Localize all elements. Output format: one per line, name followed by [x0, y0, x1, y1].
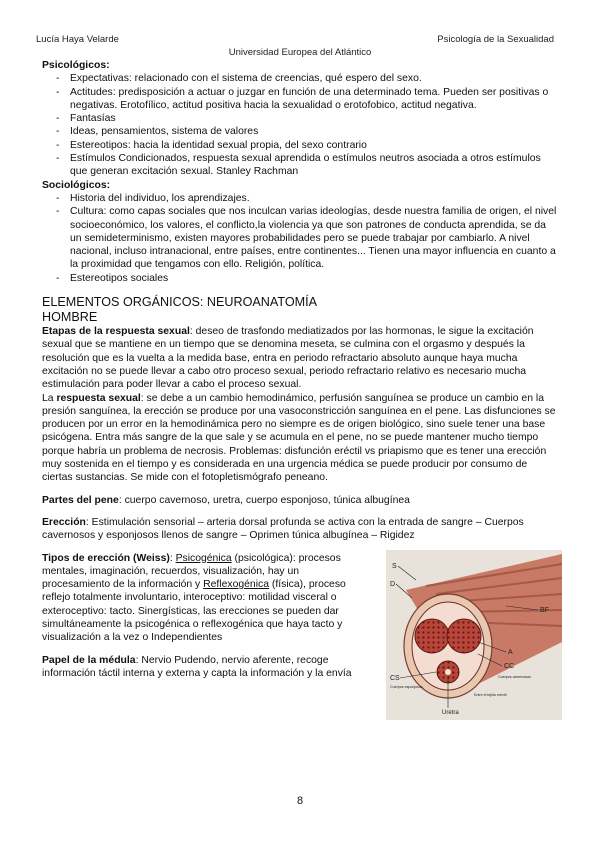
label-a: A	[508, 648, 513, 656]
label-d: D	[390, 580, 396, 588]
list-item: - Fantasías	[50, 112, 558, 125]
list-item: - Historia del individuo, los aprendizajes.	[50, 192, 558, 205]
page-number: 8	[296, 795, 304, 807]
list-item: - Cultura: como capas sociales que nos inculcan varias ideologías, desde nuestra familia de origen, el nivel socioeconómico, los valores, el conflicto,la violencia ya que son patrones de conducta aprendida, se da un semideterminismo, existen mayores probabilidades pero se puede trabajar por cambiarlo. A nivel nacional, incluso intranacional, entre países, entre continentes... Tienen una mayor influencia en cuanto a la proximidad que tengamos con ello. Religión, política.	[50, 205, 558, 271]
label-s: S	[392, 562, 397, 570]
paragraph-ereccion: Erección: Estimulación sensorial – arteria dorsal profunda se activa con la entrada de sangre – Cuerpos cavernosos y esponjosos llenos de sangre – Oprimen túnica albugínea – Rigidez	[42, 516, 524, 542]
header-subject: Psicología de la Sexualidad	[437, 34, 554, 45]
list-item: - Ideas, pensamientos, sistema de valores	[50, 125, 558, 138]
respuesta-label: respuesta sexual	[56, 392, 141, 404]
header-university: Universidad Europea del Atlántico	[228, 47, 372, 58]
paragraph-respuesta: La respuesta sexual: se debe a un cambio hemodinámico, perfusión sanguínea se produce un cambio en la presión sanguínea, la erección se produce por una vasoconstricción sanguínea en el pene. Las disfunciones se producen por un error en la hemodinámica pero no siempre es de origen biológico, sino suele tener una base psicógena. Entra más sangre de la que sale y se acumula en el pene, no se puede mantener mucho tiempo porque habría un problema de necrosis. Problemas: disfunción eréctil vs priapismo que es tener una erección muy sostenida en el tiempo y es considerada en una urgencia médica se puede producir por consumo de ciertas sustancias. Se mide con el fotopletismógrafo peneano.	[42, 392, 556, 484]
corpus-cavernosum-right	[447, 619, 481, 653]
tipos-label: Tipos de erección (Weiss)	[42, 552, 170, 564]
header-author: Lucía Haya Velarde	[36, 34, 119, 45]
medula-label: Papel de la médula	[42, 654, 136, 666]
two-column-section	[42, 552, 558, 716]
sociologicos-list	[42, 192, 558, 285]
label-cc-desc: Cuerpos cavernosos	[498, 674, 531, 679]
left-column	[42, 552, 364, 681]
psicogenica-term: Psicogénica	[175, 552, 232, 564]
subheading-hombre: HOMBRE	[42, 310, 98, 325]
psicologicos-list	[42, 72, 558, 178]
urethra	[445, 669, 451, 675]
paragraph-tipos: Tipos de erección (Weiss): Psicogénica (psicológica): procesos mentales, imaginación, recuerdos, visualización, hay un procesamiento de la información y Reflexogénica (física), proceso reflejo totalmente involuntario, interoceptivo: motilidad visceral o exteroceptivo: tacto. Sinergísticas, las erecciones se pueden dar simultáneamente la psicogénica o reflexogénica que haya tacto y visualización a la vez o Independientes	[42, 552, 346, 644]
section-sociologicos-title: Sociológicos:	[42, 179, 111, 191]
paragraph-etapas: Etapas de la respuesta sexual: deseo de trasfondo mediatizados por las hormonas, le sigue la excitación sexual que se mantiene en un tiempo que se denomina meseta, se culmina con el orgasmo y después la resolución que es la vuelta a la medida base, entra en periodo refractario absoluto aunque haya mucha excitación no se puede llevar a cabo otro proceso sexual, periodo refractario relativo es necesario mucha estimulación para poder llevar a cabo el proceso sexual.	[42, 326, 534, 391]
label-bf: BF	[540, 606, 549, 614]
list-item: - Estereotipos: hacia la identidad sexual propia, del sexo contrario	[50, 139, 558, 152]
corpus-cavernosum-left	[415, 619, 449, 653]
paragraph-medula: Papel de la médula: Nervio Pudendo, nervio aferente, recoge información táctil interna y externa y capta la información y la envía	[42, 654, 352, 679]
label-cs-desc: Cuerpos esponjosos	[390, 684, 423, 689]
section-psicologicos-title: Psicológicos:	[42, 60, 110, 71]
etapas-label: Etapas de la respuesta sexual	[42, 326, 190, 338]
label-u: Uretra	[442, 709, 459, 716]
reflexogenica-term: Reflexogénica	[203, 579, 269, 591]
penis-cross-section-figure	[386, 550, 562, 720]
ereccion-label: Erección	[42, 516, 86, 528]
list-item: - Actitudes: predisposición a actuar o juzgar en función de una determinado tema. Pueden ser positivas o negativas. Erotofílico, actitud positiva hacia la sexualidad o erotofobico, actitud negativa.	[50, 86, 558, 113]
document-body	[42, 59, 558, 716]
list-item: - Estímulos Condicionados, respuesta sexual aprendida o estímulos neutros asociada a otros estímulos que generan excitación sexual. Stanley Rachman	[50, 152, 558, 179]
list-item: - Estereotipos sociales	[50, 272, 558, 285]
partes-label: Partes del pene	[42, 494, 119, 506]
label-cc: CC	[504, 662, 515, 670]
section-heading-neuroanatomia: ELEMENTOS ORGÁNICOS: NEUROANATOMÍA	[42, 295, 318, 310]
label-tm-desc: Entre el tejido eréctil	[474, 692, 507, 697]
label-cs: CS	[390, 674, 400, 682]
list-item: - Expectativas: relacionado con el sistema de creencias, qué espero del sexo.	[50, 72, 558, 85]
paragraph-partes: Partes del pene: cuerpo cavernoso, uretra, cuerpo esponjoso, túnica albugínea	[42, 494, 410, 506]
